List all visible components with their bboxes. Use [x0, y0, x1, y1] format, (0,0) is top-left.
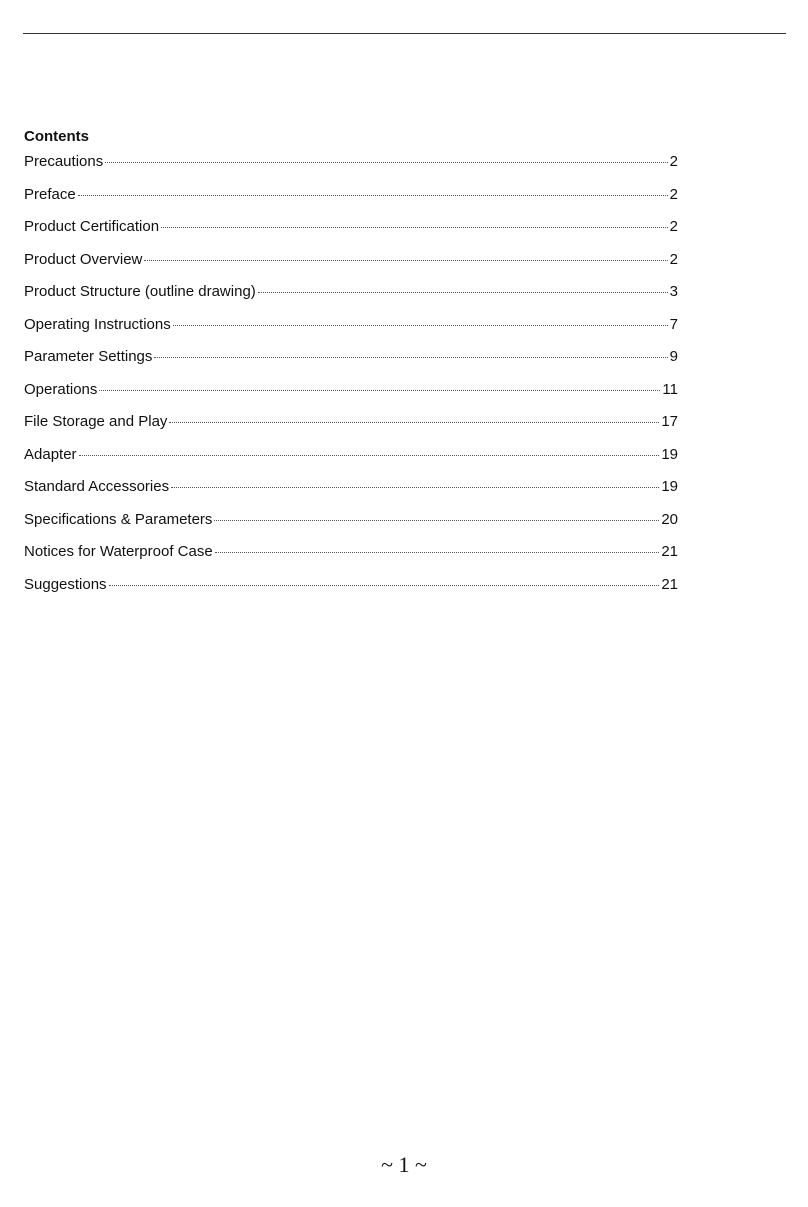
- dot-leader: [78, 195, 668, 196]
- dot-leader: [99, 390, 660, 391]
- toc-entry-parameter-settings[interactable]: [24, 347, 678, 380]
- toc-entry-page: 21: [661, 575, 678, 593]
- toc-entry-specifications-parameters[interactable]: [24, 510, 678, 543]
- header-rule: [23, 33, 786, 34]
- table-of-contents: [24, 127, 678, 607]
- toc-entry-suggestions[interactable]: [24, 575, 678, 608]
- page-number: ~ 1 ~: [381, 1152, 427, 1177]
- dot-leader: [173, 325, 668, 326]
- toc-entry-page: 3: [669, 283, 678, 300]
- toc-entry-page: 17: [661, 413, 678, 430]
- toc-entry-product-certification[interactable]: [24, 217, 678, 250]
- toc-entry-page: 7: [669, 315, 678, 333]
- toc-entry-file-storage-and-play[interactable]: [24, 412, 678, 445]
- toc-entry-label: Standard Accessories: [24, 478, 170, 495]
- toc-entry-page: 2: [669, 153, 678, 170]
- dot-leader: [161, 227, 668, 228]
- dot-leader: [215, 552, 660, 553]
- toc-entry-page: 21: [661, 543, 678, 560]
- dot-leader: [154, 357, 667, 358]
- dot-leader: [105, 162, 667, 163]
- toc-entry-label: Specifications & Parameters: [24, 510, 213, 528]
- dot-leader: [79, 455, 660, 456]
- dot-leader: [144, 260, 667, 261]
- toc-entry-label: Product Structure (outline drawing): [24, 283, 256, 300]
- toc-entry-operating-instructions[interactable]: [24, 315, 678, 348]
- dot-leader: [214, 520, 659, 521]
- toc-entry-operations[interactable]: [24, 380, 678, 413]
- toc-entry-page: 20: [661, 510, 678, 528]
- toc-entry-page: 19: [661, 445, 678, 463]
- toc-entry-label: Product Overview: [24, 250, 143, 268]
- toc-entry-page: 9: [669, 348, 678, 365]
- dot-leader: [258, 292, 668, 293]
- dot-leader: [171, 487, 659, 488]
- toc-entry-label: Parameter Settings: [24, 348, 153, 365]
- toc-entry-notices-waterproof-case[interactable]: [24, 542, 678, 575]
- toc-entry-label: Operations: [24, 380, 98, 398]
- toc-entry-page: 11: [662, 380, 678, 398]
- toc-entry-precautions[interactable]: [24, 152, 678, 185]
- toc-entry-label: Notices for Waterproof Case: [24, 543, 213, 560]
- toc-entry-standard-accessories[interactable]: [24, 477, 678, 510]
- toc-entry-label: Product Certification: [24, 218, 160, 235]
- toc-entry-page: 2: [669, 218, 678, 235]
- toc-entry-page: 2: [669, 250, 678, 268]
- toc-entry-label: Adapter: [24, 445, 77, 463]
- dot-leader: [109, 585, 660, 586]
- toc-entry-label: Preface: [24, 185, 76, 203]
- toc-entry-label: Precautions: [24, 153, 104, 170]
- toc-list: [24, 152, 678, 607]
- toc-entry-page: 2: [669, 185, 678, 203]
- dot-leader: [169, 422, 659, 423]
- toc-entry-label: Suggestions: [24, 575, 107, 593]
- toc-entry-label: File Storage and Play: [24, 413, 168, 430]
- toc-entry-product-overview[interactable]: [24, 250, 678, 283]
- toc-entry-preface[interactable]: [24, 185, 678, 218]
- contents-heading: Contents: [24, 128, 89, 145]
- toc-entry-product-structure[interactable]: [24, 282, 678, 315]
- toc-entry-label: Operating Instructions: [24, 315, 171, 333]
- toc-entry-page: 19: [661, 478, 678, 495]
- toc-entry-adapter[interactable]: [24, 445, 678, 478]
